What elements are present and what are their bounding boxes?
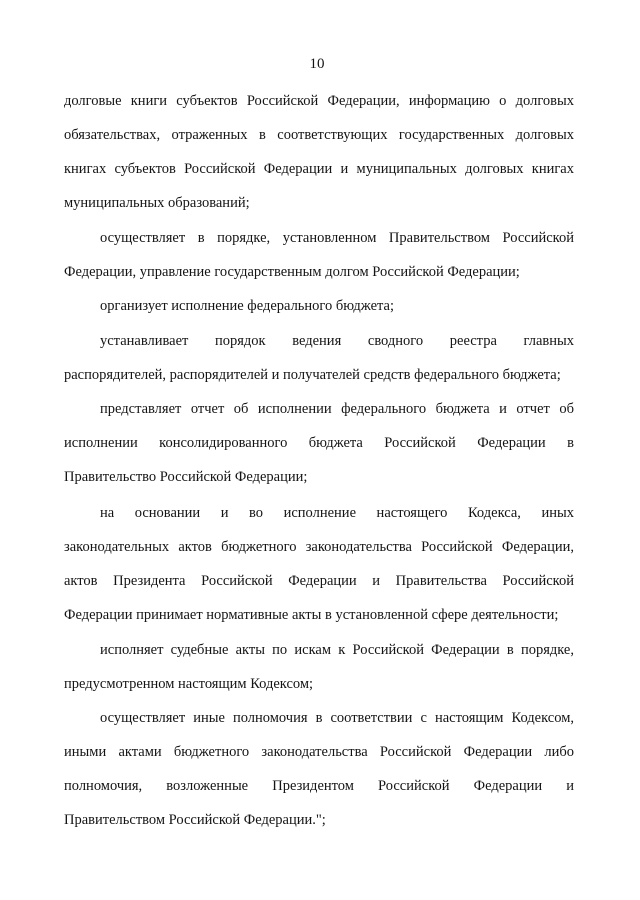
text-line: законодательных актов бюджетного законодательства Российской Федерации, <box>64 539 574 555</box>
text-line: обязательствах, отраженных в соответствующих государственных долговых <box>64 127 574 143</box>
text-line: актов Президента Российской Федерации и Правительства Российской <box>64 573 574 589</box>
text-line: Федерации, управление государственным долгом Российской Федерации; <box>64 264 520 280</box>
text-line: осуществляет в порядке, установленном Правительством Российской <box>100 230 574 246</box>
text-line: исполняет судебные акты по искам к Российской Федерации в порядке, <box>100 642 574 658</box>
text-line: представляет отчет об исполнении федерального бюджета и отчет об <box>100 401 574 417</box>
text-line: Федерации принимает нормативные акты в установленной сфере деятельности; <box>64 607 559 623</box>
text-line: осуществляет иные полномочия в соответствии с настоящим Кодексом, <box>100 710 574 726</box>
text-line: исполнении консолидированного бюджета Российской Федерации в <box>64 435 574 451</box>
text-line: долговые книги субъектов Российской Федерации, информацию о долговых <box>64 93 574 109</box>
text-line: на основании и во исполнение настоящего Кодекса, иных <box>100 505 574 521</box>
text-line: полномочия, возложенные Президентом Российской Федерации и <box>64 778 574 794</box>
text-line: организует исполнение федерального бюджета; <box>100 298 394 314</box>
text-line: предусмотренном настоящим Кодексом; <box>64 676 314 692</box>
text-line: распорядителей, распорядителей и получателей средств федерального бюджета; <box>64 367 561 383</box>
page-number: 10 <box>309 56 325 72</box>
text-line: книгах субъектов Российской Федерации и муниципальных долговых книгах <box>64 161 574 177</box>
text-line: устанавливает порядок ведения сводного реестра главных <box>100 333 574 349</box>
text-line: Правительство Российской Федерации; <box>64 469 308 485</box>
text-line: Правительством Российской Федерации."; <box>64 812 326 828</box>
text-line: иными актами бюджетного законодательства Российской Федерации либо <box>64 744 574 760</box>
text-line: муниципальных образований; <box>64 195 250 211</box>
